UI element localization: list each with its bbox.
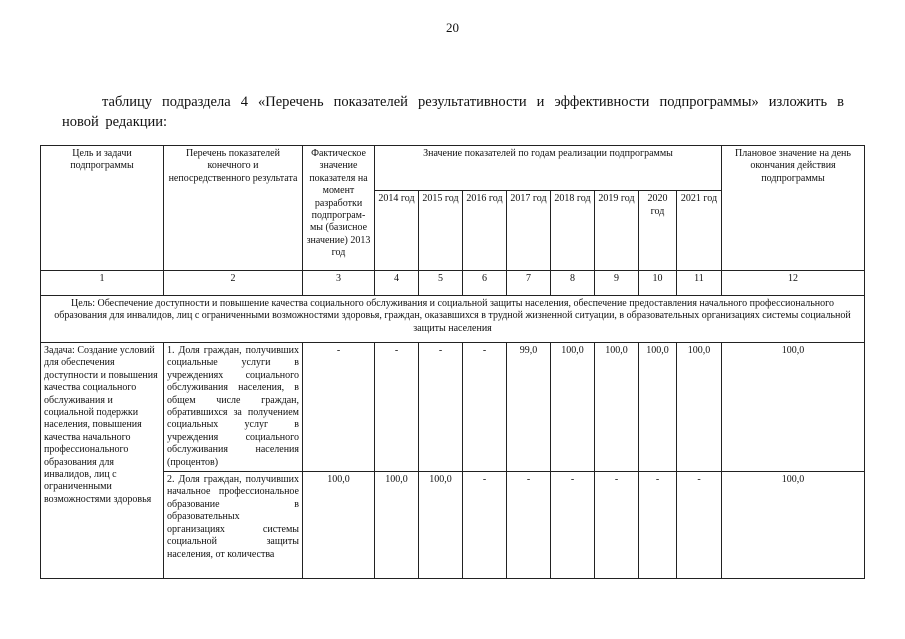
year-value-cell: 100,0 bbox=[677, 343, 722, 472]
year-value-cell: - bbox=[419, 343, 463, 472]
year-value-cell: - bbox=[463, 343, 507, 472]
header-year: 2018 год bbox=[551, 191, 595, 271]
column-number: 12 bbox=[722, 271, 865, 296]
column-number: 8 bbox=[551, 271, 595, 296]
header-year: 2020 год bbox=[639, 191, 677, 271]
column-number: 3 bbox=[303, 271, 375, 296]
year-value-cell: - bbox=[595, 472, 639, 579]
year-value-cell: - bbox=[639, 472, 677, 579]
year-value-cell: 100,0 bbox=[419, 472, 463, 579]
intro-paragraph: таблицу подраздела 4 «Перечень показателей результативности и эффективности подпрограммы» изложить в новой редакции: bbox=[62, 94, 844, 130]
column-number: 4 bbox=[375, 271, 419, 296]
header-actual-value: Фактическое значение показателя на момент разработки подпрограм-мы (базисное значение) 2013 год bbox=[303, 146, 375, 271]
year-value-cell: - bbox=[375, 343, 419, 472]
goal-row: Цель: Обеспечение доступности и повышение качества социального обслуживания и социальной защиты населения, обеспечение предоставления начального профессионального образования для инвалидов, лиц с ограниченными возможностями здоровья, граждан, оказавшихся в трудной жизненной ситуации, в образовательных организациях системы социальной защиты населения bbox=[41, 296, 865, 343]
planned-value-cell: 100,0 bbox=[722, 343, 865, 472]
year-value-cell: - bbox=[677, 472, 722, 579]
table-row bbox=[41, 343, 865, 472]
header-planned-value: Плановое значение на день окончания действия подпрограммы bbox=[722, 146, 865, 271]
header-year: 2015 год bbox=[419, 191, 463, 271]
year-value-cell: - bbox=[551, 472, 595, 579]
column-number: 7 bbox=[507, 271, 551, 296]
actual-value-cell: - bbox=[303, 343, 375, 472]
column-number: 1 bbox=[41, 271, 164, 296]
year-value-cell: - bbox=[507, 472, 551, 579]
column-number: 5 bbox=[419, 271, 463, 296]
indicator-cell: 1. Доля граждан, получивших социальные услуги в учреждениях социального обслуживания населения, в общем числе граждан, обратившихся за получением социальных услуг в учреждения социального обслуживания населения (процентов) bbox=[164, 343, 303, 472]
page-number: 20 bbox=[446, 20, 459, 35]
planned-value-cell: 100,0 bbox=[722, 472, 865, 579]
column-number: 6 bbox=[463, 271, 507, 296]
header-indicators: Перечень показателей конечного и непосредственного результата bbox=[164, 146, 303, 271]
column-number: 11 bbox=[677, 271, 722, 296]
year-value-cell: 99,0 bbox=[507, 343, 551, 472]
header-values-by-year: Значение показателей по годам реализации подпрограммы bbox=[375, 146, 722, 191]
header-year: 2019 год bbox=[595, 191, 639, 271]
table-row bbox=[41, 472, 865, 579]
header-year: 2021 год bbox=[677, 191, 722, 271]
indicator-cell: 2. Доля граждан, получивших начальное профессиональное образование в образовательных организациях системы социальной защиты населения, от количества bbox=[164, 472, 303, 579]
indicators-table bbox=[40, 145, 865, 579]
year-value-cell: 100,0 bbox=[551, 343, 595, 472]
actual-value-cell: 100,0 bbox=[303, 472, 375, 579]
year-value-cell: 100,0 bbox=[595, 343, 639, 472]
header-year: 2017 год bbox=[507, 191, 551, 271]
column-number: 10 bbox=[639, 271, 677, 296]
column-number: 2 bbox=[164, 271, 303, 296]
column-number: 9 bbox=[595, 271, 639, 296]
header-year: 2016 год bbox=[463, 191, 507, 271]
year-value-cell: 100,0 bbox=[639, 343, 677, 472]
year-value-cell: - bbox=[463, 472, 507, 579]
task-cell: Задача: Создание условий для обеспечения доступности и повышения качества социального обслуживания и социальной подержки населения, повышения качества начального профессионального образования для инвалидов, лиц с ограниченными возможностями здоровья bbox=[41, 343, 164, 579]
header-goal-tasks: Цель и задачи подпрограммы bbox=[41, 146, 164, 271]
year-value-cell: 100,0 bbox=[375, 472, 419, 579]
header-year: 2014 год bbox=[375, 191, 419, 271]
